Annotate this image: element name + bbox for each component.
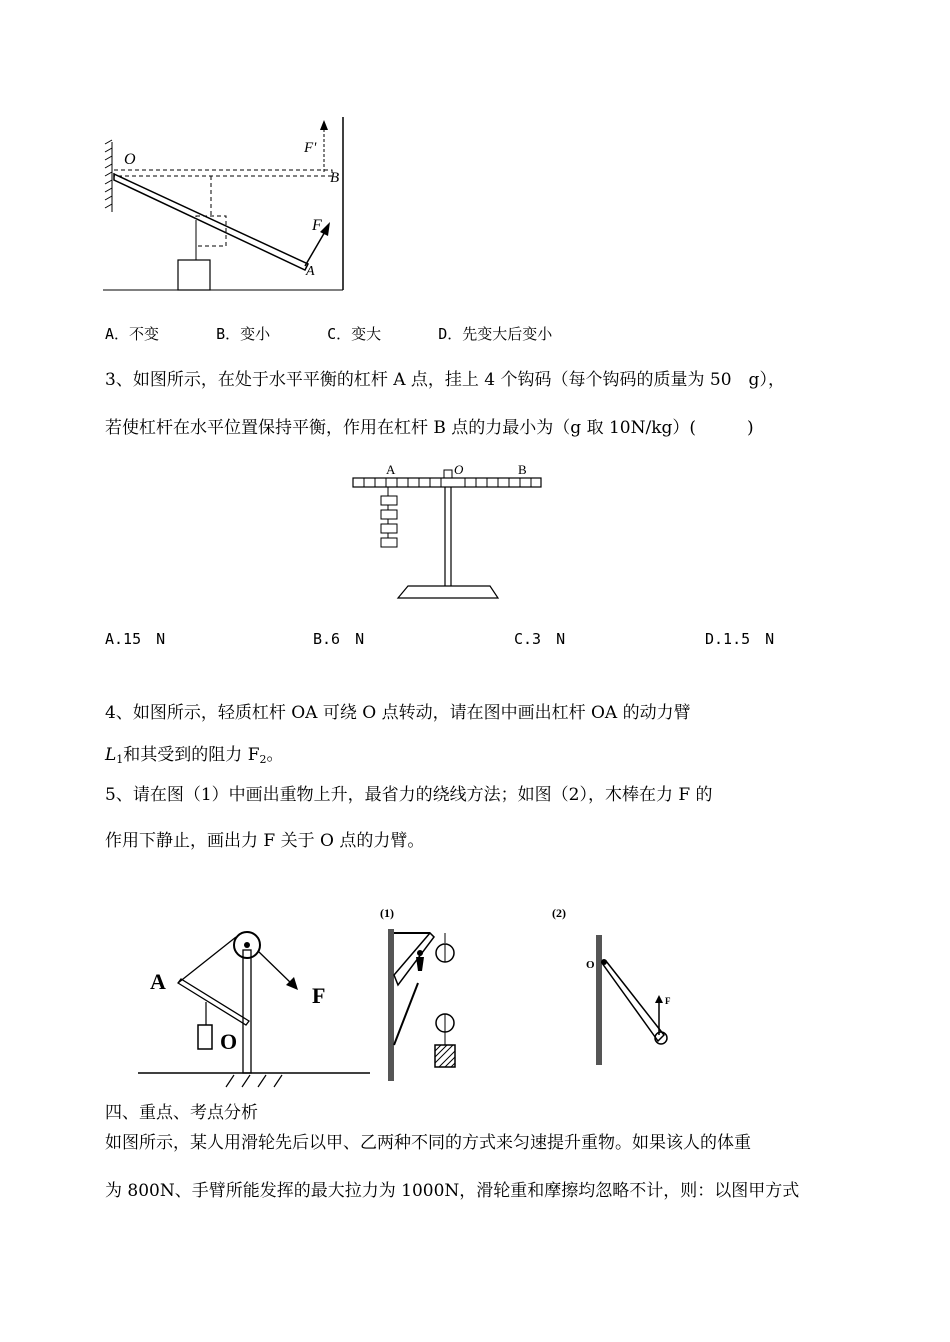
label-f: F: [312, 983, 326, 1008]
q4-line-1: 4、如图所示，轻质杠杆 OA 可绕 O 点转动，请在图中画出杠杆 OA 的动力臂: [105, 703, 691, 723]
label-f: F: [665, 996, 671, 1006]
symbol-l: L: [105, 745, 117, 765]
q3-option-a[interactable]: A.15 N: [105, 630, 166, 648]
label-a: A: [306, 264, 315, 279]
q2-option-c[interactable]: C．变大: [327, 325, 382, 343]
q2-option-b[interactable]: B．变小: [216, 325, 271, 343]
q2-option-d[interactable]: D．先变大后变小: [438, 325, 553, 343]
q4-line-2: [105, 740, 284, 766]
label-f: F: [312, 217, 322, 234]
figure-lever-pulley: [138, 925, 373, 1090]
q2-options: [105, 323, 552, 344]
symbol-l-sub: 1: [116, 753, 124, 766]
label-o: O: [124, 151, 136, 168]
label-o: O: [586, 959, 595, 971]
q2-option-a[interactable]: A．不变: [105, 325, 160, 343]
q4-line-2-mid: 和其受到的阻力 F: [123, 745, 260, 765]
figure-stick-wall: [548, 905, 678, 1070]
q5-line-2: 作用下静止，画出力 F 关于 O 点的力臂。: [105, 831, 425, 851]
label-o: O: [454, 462, 464, 477]
section-para-1: 如图所示，某人用滑轮先后以甲、乙两种不同的方式来匀速提升重物。如果该人的体重: [105, 1133, 751, 1153]
label-a: A: [386, 462, 396, 477]
symbol-f-sub: 2: [259, 753, 267, 766]
label-o: O: [220, 1029, 238, 1054]
fig4-tag: (1): [380, 906, 394, 920]
q3-option-c[interactable]: C.3 N: [514, 630, 566, 648]
q5-line-1: 5、请在图（1）中画出重物上升，最省力的绕线方法；如图（2），木棒在力 F 的: [105, 785, 713, 805]
q3-option-b[interactable]: B.6 N: [313, 630, 365, 648]
section-heading: 四、重点、考点分析: [105, 1103, 258, 1123]
label-a: A: [150, 969, 166, 994]
fig5-tag: (2): [552, 906, 566, 920]
label-f-prime: F': [304, 140, 317, 156]
q3-option-d[interactable]: D.1.5 N: [705, 630, 775, 648]
label-b: B: [518, 462, 527, 477]
q4-line-2-end: 。: [266, 745, 284, 765]
label-b: B: [330, 170, 340, 186]
q3-line-2: 若使杠杆在水平位置保持平衡，作用在杠杆 B 点的力最小为（g 取 10N/kg）( ): [105, 418, 754, 438]
figure-lever-wall: [100, 112, 350, 294]
figure-balance-lever: [350, 458, 545, 606]
q3-line-1: 3、如图所示，在处于水平平衡的杠杆 A 点，挂上 4 个钩码（每个钩码的质量为 50 g），: [105, 370, 785, 390]
section-para-2: 为 800N、手臂所能发挥的最大拉力为 1000N，滑轮重和摩擦均忽略不计，则：以图甲方式: [105, 1181, 800, 1201]
figure-pulley-system: [378, 905, 478, 1085]
wall-hatching: [105, 140, 112, 212]
